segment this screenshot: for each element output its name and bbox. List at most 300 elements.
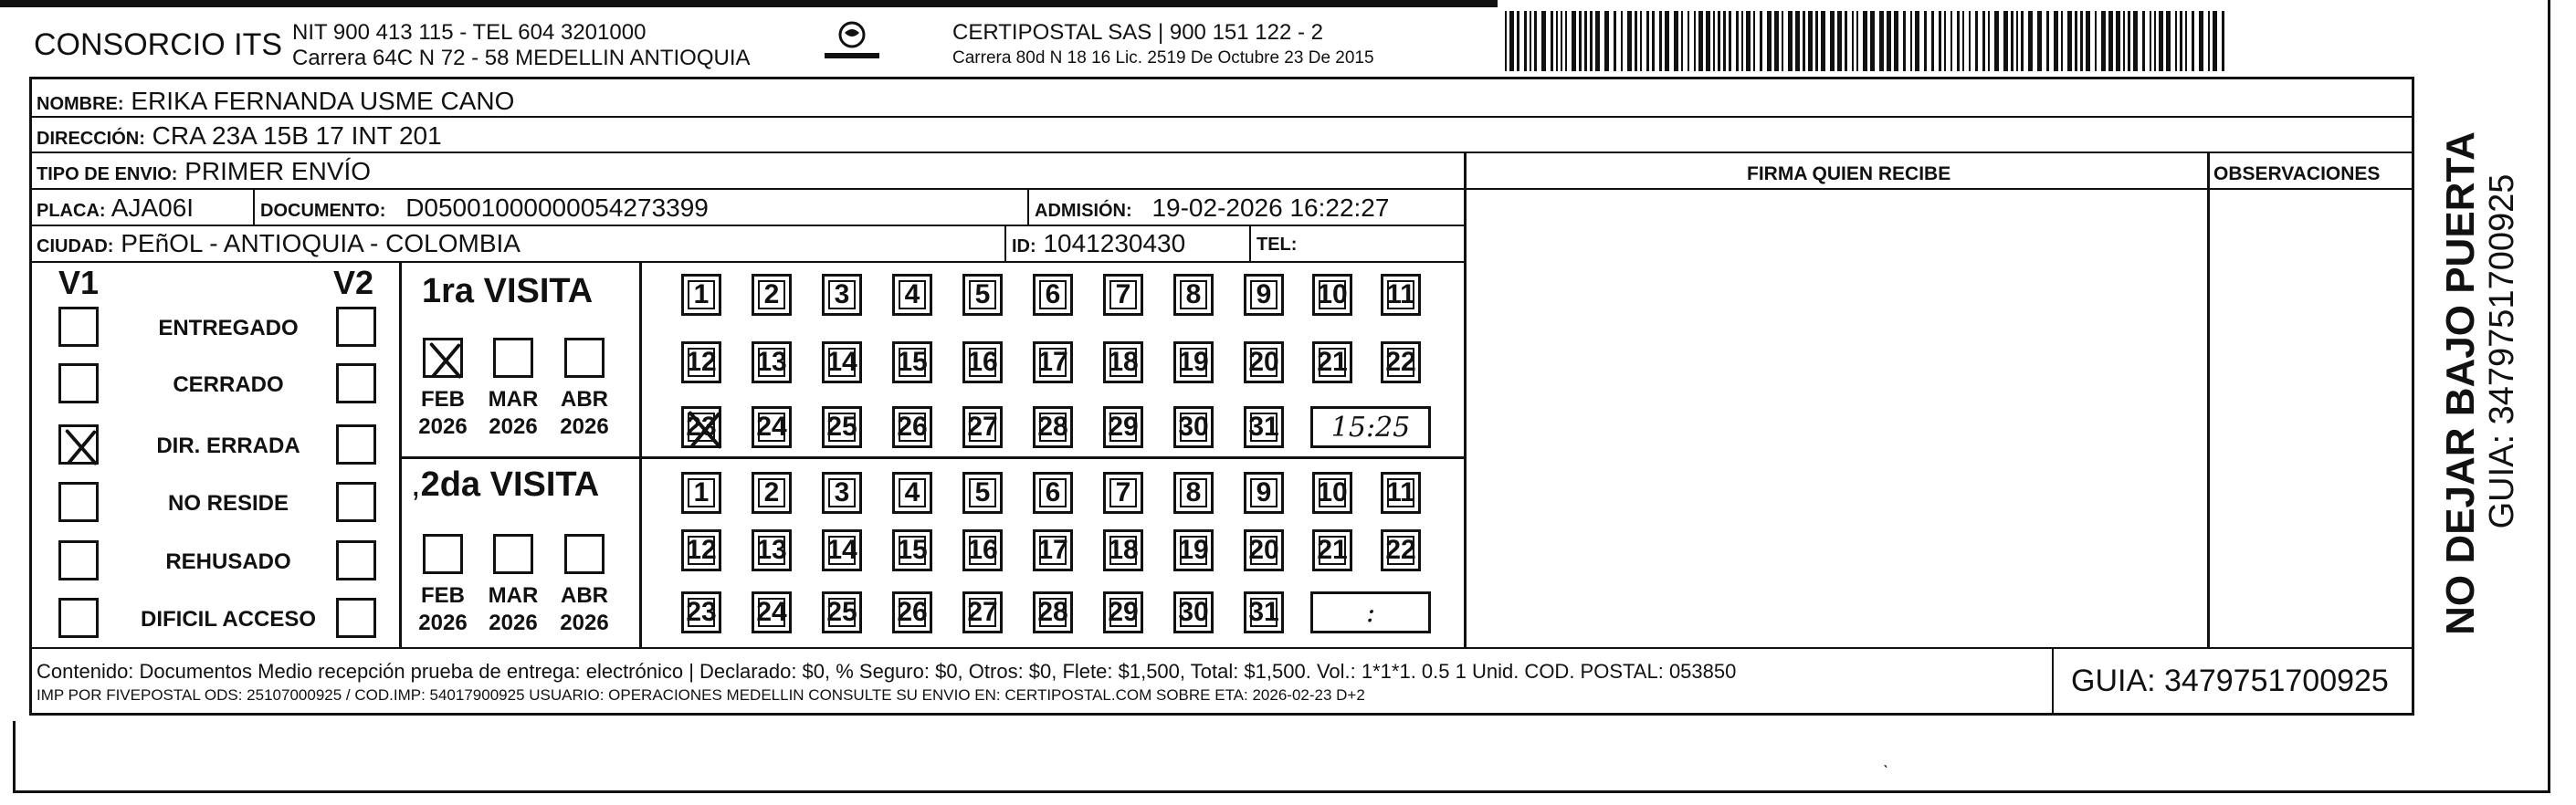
- v1-checkbox[interactable]: [58, 307, 99, 347]
- v1-checkbox[interactable]: [58, 424, 99, 465]
- barcode-bar: [2185, 11, 2187, 71]
- day-box[interactable]: [1244, 591, 1284, 633]
- day-box[interactable]: [1103, 341, 1143, 383]
- day-number: 21: [1317, 347, 1348, 377]
- barcode-bar: [1962, 11, 1964, 71]
- day-number: 26: [897, 597, 928, 627]
- day-number: 25: [826, 412, 857, 442]
- v1-checkbox[interactable]: [58, 598, 99, 638]
- id-value: 1041230430: [1043, 229, 1186, 257]
- day-box[interactable]: [1312, 341, 1352, 383]
- year-label: 2026: [560, 611, 609, 635]
- day-box[interactable]: [1244, 529, 1284, 571]
- footer-guia-separator: [2052, 647, 2054, 715]
- day-number: 10: [1317, 477, 1348, 507]
- barcode-bar: [1614, 11, 1616, 71]
- barcode-bar: [1782, 11, 1783, 71]
- v2-checkbox[interactable]: [336, 598, 376, 638]
- day-box[interactable]: [1173, 274, 1214, 316]
- day-box[interactable]: [1244, 274, 1284, 316]
- barcode-bar: [1944, 11, 1946, 71]
- day-number: 22: [1385, 347, 1416, 377]
- barcode-bar: [1723, 11, 1726, 71]
- day-number: 25: [826, 597, 857, 627]
- barcode-bar: [1746, 11, 1751, 71]
- barcode-bar: [1556, 11, 1558, 71]
- day-box[interactable]: [1244, 341, 1284, 383]
- placa-separator: [253, 190, 255, 225]
- day-box[interactable]: [752, 406, 792, 448]
- day-number: 24: [756, 412, 787, 442]
- barcode-bar: [2150, 11, 2151, 71]
- row-line-2: [29, 152, 2414, 153]
- footer-top-line: [29, 647, 2414, 649]
- barcode-bar: [1753, 11, 1755, 71]
- barcode-bar: [2199, 11, 2203, 71]
- day-box[interactable]: [962, 591, 1003, 633]
- month-checkbox[interactable]: [564, 338, 605, 378]
- carrier-line1: CERTIPOSTAL SAS | 900 151 122 - 2: [952, 20, 1323, 45]
- day-number: 23: [686, 597, 717, 627]
- barcode-bar: [1505, 11, 1507, 71]
- barcode-bar: [1915, 11, 1919, 71]
- status-option-label: ENTREGADO: [158, 316, 299, 340]
- day-box[interactable]: [892, 529, 932, 571]
- day-box[interactable]: [1381, 529, 1421, 571]
- day-number: 1: [693, 477, 710, 507]
- barcode-bar: [1551, 11, 1553, 71]
- day-number: 29: [1108, 412, 1139, 442]
- barcode-bar: [1988, 11, 1990, 71]
- day-number: 17: [1037, 535, 1068, 565]
- barcode-bar: [2222, 11, 2224, 71]
- barcode-bar: [2086, 11, 2090, 71]
- day-number: 21: [1317, 535, 1348, 565]
- barcode-bar: [2075, 11, 2077, 71]
- day-box[interactable]: [892, 406, 932, 448]
- day-box[interactable]: [822, 274, 862, 316]
- barcode-bar: [1590, 11, 1593, 71]
- day-number: 18: [1108, 347, 1139, 377]
- barcode-bar: [1627, 11, 1632, 71]
- sender-address: Carrera 64C N 72 - 58 MEDELLIN ANTIOQUIA: [292, 46, 751, 70]
- barcode-bar: [2133, 11, 2138, 71]
- day-number: 11: [1386, 477, 1415, 507]
- day-box[interactable]: [822, 591, 862, 633]
- day-box[interactable]: [1033, 472, 1073, 514]
- barcode-bar: [1579, 11, 1582, 71]
- barcode-bar: [1681, 11, 1683, 71]
- day-box[interactable]: [1173, 472, 1214, 514]
- barcode-bar: [1584, 11, 1587, 71]
- v2-checkbox[interactable]: [336, 482, 376, 522]
- barcode-bar: [1931, 11, 1934, 71]
- time-value: :: [1365, 596, 1376, 629]
- outer-bottom-margin-line: [13, 790, 2550, 793]
- time-box[interactable]: [1310, 591, 1431, 633]
- month-checkbox[interactable]: [564, 534, 605, 574]
- direccion-label: DIRECCIÓN:: [37, 129, 145, 149]
- v2-header: V2: [333, 264, 374, 301]
- visit2-title: ,2da VISITA: [411, 465, 600, 504]
- day-box[interactable]: [822, 406, 862, 448]
- barcode-bar: [1736, 11, 1739, 71]
- side-guia: GUIA: 3479751700925: [2483, 173, 2521, 529]
- month-label: MAR: [488, 583, 539, 608]
- day-number: 12: [686, 535, 717, 565]
- day-box[interactable]: [752, 341, 792, 383]
- day-box[interactable]: [1103, 472, 1143, 514]
- day-box[interactable]: [1103, 529, 1143, 571]
- barcode-bar: [1646, 11, 1649, 71]
- barcode-bar: [2166, 11, 2171, 71]
- barcode-bar: [1729, 11, 1731, 71]
- barcode-bar: [2108, 11, 2113, 71]
- barcode-bar: [1517, 11, 1519, 71]
- tipo-field: [37, 159, 371, 184]
- barcode-bar: [1665, 11, 1669, 71]
- barcode-bar: [1894, 11, 1898, 71]
- v2-checkbox[interactable]: [336, 540, 376, 580]
- barcode-bar: [1982, 11, 1985, 71]
- day-number: 28: [1037, 597, 1068, 627]
- day-number: 9: [1256, 477, 1272, 507]
- barcode-bar: [1524, 11, 1527, 71]
- id-label: ID:: [1012, 236, 1036, 256]
- ciudad-value: PEñOL - ANTIOQUIA - COLOMBIA: [121, 229, 520, 257]
- day-box[interactable]: [681, 406, 721, 448]
- barcode-bar: [1924, 11, 1927, 71]
- row-line-5: [29, 261, 1467, 263]
- day-box[interactable]: [1033, 529, 1073, 571]
- day-box[interactable]: [892, 341, 932, 383]
- day-box[interactable]: [1381, 341, 1421, 383]
- documento-value: D05001000000054273399: [405, 193, 709, 222]
- day-box[interactable]: [1244, 406, 1284, 448]
- row-line-3: [29, 188, 2414, 190]
- v2-checkbox[interactable]: [336, 363, 376, 403]
- barcode-bar: [1830, 11, 1835, 71]
- day-box[interactable]: [892, 591, 932, 633]
- day-number: 15: [897, 347, 928, 377]
- barcode-bar: [1652, 11, 1655, 71]
- barcode-bar: [1561, 11, 1562, 71]
- outer-right-margin-line: [2548, 0, 2550, 792]
- day-number: 19: [1178, 347, 1209, 377]
- barcode-bar: [1741, 11, 1743, 71]
- footer-guia: GUIA: 3479751700925: [2071, 664, 2389, 698]
- month-checkbox[interactable]: [423, 338, 463, 378]
- day-box[interactable]: [962, 472, 1003, 514]
- year-label: 2026: [489, 414, 538, 439]
- id-separator: [1004, 226, 1006, 261]
- no-dejar-warning: NO DEJAR BAJO PUERTA: [2438, 131, 2483, 635]
- day-box[interactable]: [1381, 472, 1421, 514]
- barcode-bar: [2046, 11, 2049, 71]
- admision-field: [1035, 195, 1389, 221]
- day-box[interactable]: [1033, 406, 1073, 448]
- day-number: 9: [1256, 279, 1272, 309]
- day-number: 2: [763, 279, 780, 309]
- barcode-bar: [1994, 11, 1999, 71]
- day-number: 31: [1248, 412, 1279, 442]
- barcode-bar: [1837, 11, 1842, 71]
- frame-right-line: [2412, 77, 2414, 716]
- id-field: [1012, 231, 1185, 256]
- day-box[interactable]: [1033, 341, 1073, 383]
- admision-label: ADMISIÓN:: [1035, 201, 1132, 221]
- placa-field: [37, 195, 194, 221]
- month-checkbox[interactable]: [423, 534, 463, 574]
- day-box[interactable]: [1173, 406, 1214, 448]
- sender-nit-tel: NIT 900 413 115 - TEL 604 3201000: [292, 20, 647, 45]
- day-box[interactable]: [1173, 341, 1214, 383]
- day-box[interactable]: [962, 341, 1003, 383]
- day-number: 31: [1248, 597, 1279, 627]
- status-option-label: DIR. ERRADA: [156, 434, 300, 458]
- ciudad-field: [37, 231, 520, 256]
- certipostal-logo-icon: [820, 20, 884, 66]
- time-box[interactable]: [1310, 406, 1431, 448]
- v1-checkbox[interactable]: [58, 540, 99, 580]
- day-box[interactable]: [1244, 472, 1284, 514]
- day-number: 2: [763, 477, 780, 507]
- year-label: 2026: [418, 414, 468, 439]
- day-number: 30: [1178, 412, 1209, 442]
- year-label: 2026: [418, 611, 468, 635]
- tipo-value: PRIMER ENVÍO: [184, 157, 372, 185]
- day-box[interactable]: [1103, 406, 1143, 448]
- barcode-bar: [1767, 11, 1772, 71]
- day-number: 4: [904, 477, 920, 507]
- year-label: 2026: [489, 611, 538, 635]
- day-box[interactable]: [1312, 472, 1352, 514]
- barcode-bar: [1903, 11, 1906, 71]
- day-number: 20: [1248, 535, 1279, 565]
- barcode-bar: [2003, 11, 2008, 71]
- day-number: 13: [756, 347, 787, 377]
- visit2-title-text: 2da VISITA: [420, 465, 600, 504]
- direccion-value: CRA 23A 15B 17 INT 201: [152, 121, 442, 150]
- barcode-bar: [1788, 11, 1793, 71]
- day-number: 8: [1185, 279, 1202, 309]
- day-number: 14: [826, 347, 857, 377]
- barcode-bar: [1530, 11, 1531, 71]
- day-number: 6: [1045, 477, 1061, 507]
- day-box[interactable]: [1312, 529, 1352, 571]
- status-right-border: [399, 261, 402, 647]
- barcode: [1505, 11, 2235, 71]
- day-box[interactable]: [681, 472, 721, 514]
- v1-checkbox[interactable]: [58, 482, 99, 522]
- month-label: MAR: [488, 387, 539, 412]
- day-number: 27: [967, 597, 998, 627]
- lower-left-margin-line: [13, 721, 16, 792]
- status-option-label: NO RESIDE: [167, 491, 289, 516]
- day-box[interactable]: [752, 591, 792, 633]
- month-checkbox[interactable]: [493, 534, 533, 574]
- tipo-label: TIPO DE ENVIO:: [37, 164, 178, 184]
- day-number: 23: [686, 412, 717, 442]
- barcode-bar: [2054, 11, 2058, 71]
- day-number: 5: [974, 279, 991, 309]
- tel-field: [1256, 235, 1297, 254]
- day-box[interactable]: [892, 472, 932, 514]
- documento-label: DOCUMENTO:: [260, 201, 386, 221]
- v2-checkbox[interactable]: [336, 307, 376, 347]
- barcode-bar: [1635, 11, 1637, 71]
- nombre-value: ERIKA FERNANDA USME CANO: [131, 87, 515, 115]
- admision-separator: [1027, 190, 1029, 225]
- observaciones-left-border: [2207, 152, 2210, 647]
- barcode-bar: [2011, 11, 2013, 71]
- barcode-bar: [1698, 11, 1703, 71]
- barcode-bar: [2180, 11, 2182, 71]
- day-box[interactable]: [681, 274, 721, 316]
- day-box[interactable]: [1173, 529, 1214, 571]
- day-number: 22: [1385, 535, 1416, 565]
- barcode-bar: [2123, 11, 2125, 71]
- day-number: 20: [1248, 347, 1279, 377]
- barcode-bar: [2154, 11, 2156, 71]
- barcode-bar: [2028, 11, 2033, 71]
- day-number: 3: [834, 477, 850, 507]
- frame-bottom-line: [29, 713, 2414, 716]
- barcode-bar: [2208, 11, 2210, 71]
- barcode-bar: [1509, 11, 1514, 71]
- barcode-bar: [2192, 11, 2194, 71]
- barcode-bar: [2128, 11, 2130, 71]
- certipostal-logo: [820, 20, 884, 66]
- barcode-bar: [1808, 11, 1813, 71]
- observaciones-header: OBSERVACIONES: [2213, 163, 2381, 184]
- v2-checkbox[interactable]: [336, 424, 376, 465]
- barcode-bar: [1572, 11, 1576, 71]
- footer-content-line: Contenido: Documentos Medio recepción prueba de entrega: electrónico | Declarado: $0, % Seguro: $0, Otros: $0, Flete: $1,500, Total: $1,500. Vol.: 1*1*1. 0.5 1 Unid. COD. POSTAL: 053850: [37, 660, 1737, 683]
- barcode-bar: [2016, 11, 2018, 71]
- day-box[interactable]: [892, 274, 932, 316]
- day-box[interactable]: [1381, 274, 1421, 316]
- barcode-bar: [1856, 11, 1858, 71]
- barcode-bar: [1821, 11, 1825, 71]
- day-box[interactable]: [822, 341, 862, 383]
- x-mark-icon: [426, 340, 466, 381]
- day-number: 14: [826, 535, 857, 565]
- barcode-bar: [1845, 11, 1847, 71]
- barcode-bar: [1674, 11, 1678, 71]
- day-box[interactable]: [681, 341, 721, 383]
- barcode-bar: [2142, 11, 2145, 71]
- day-box[interactable]: [1033, 274, 1073, 316]
- day-box[interactable]: [1033, 591, 1073, 633]
- day-box[interactable]: [962, 406, 1003, 448]
- v1-checkbox[interactable]: [58, 363, 99, 403]
- year-label: 2026: [560, 414, 609, 439]
- barcode-bar: [1957, 11, 1960, 71]
- day-box[interactable]: [1173, 591, 1214, 633]
- day-number: 19: [1178, 535, 1209, 565]
- day-box[interactable]: [681, 591, 721, 633]
- nombre-field: [37, 89, 514, 114]
- day-number: 16: [967, 347, 998, 377]
- carrier-line2: Carrera 80d N 18 16 Lic. 2519 De Octubre 23 De 2015: [952, 48, 1374, 68]
- tel-label: TEL:: [1256, 235, 1298, 255]
- barcode-bar: [1713, 11, 1715, 71]
- day-box[interactable]: [681, 529, 721, 571]
- barcode-bar: [2159, 11, 2163, 71]
- barcode-bar: [2067, 11, 2072, 71]
- barcode-bar: [1803, 11, 1805, 71]
- frame-top-line: [29, 77, 2414, 79]
- day-box[interactable]: [752, 472, 792, 514]
- barcode-bar: [1969, 11, 1971, 71]
- day-number: 4: [904, 279, 920, 309]
- footer-imp-line: IMP POR FIVEPOSTAL ODS: 25107000925 / COD.IMP: 54017900925 USUARIO: OPERACIONES MEDELLIN CONSULTE SU ENVIO EN: CERTIPOSTAL.COM SOBRE ETA: 2026-02-23 D+2: [37, 686, 1365, 704]
- day-number: 27: [967, 412, 998, 442]
- day-number: 17: [1037, 347, 1068, 377]
- day-box[interactable]: [1103, 274, 1143, 316]
- barcode-bar: [1760, 11, 1762, 71]
- day-box[interactable]: [1312, 274, 1352, 316]
- barcode-bar: [2175, 11, 2177, 71]
- day-number: 30: [1178, 597, 1209, 627]
- barcode-bar: [1534, 11, 1537, 71]
- status-option-label: DIFICIL ACCESO: [140, 607, 317, 632]
- barcode-bar: [1706, 11, 1710, 71]
- day-box[interactable]: [822, 472, 862, 514]
- day-box[interactable]: [752, 274, 792, 316]
- barcode-bar: [1950, 11, 1952, 71]
- row-line-1: [29, 116, 2414, 118]
- day-number: 29: [1108, 597, 1139, 627]
- barcode-bar: [1718, 11, 1720, 71]
- barcode-bar: [1595, 11, 1600, 71]
- barcode-bar: [2116, 11, 2120, 71]
- barcode-bar: [2037, 11, 2042, 71]
- day-number: 3: [834, 279, 850, 309]
- day-box[interactable]: [962, 274, 1003, 316]
- barcode-bar: [1879, 11, 1884, 71]
- day-number: 6: [1045, 279, 1061, 309]
- day-box[interactable]: [752, 529, 792, 571]
- placa-value: AJA06I: [110, 193, 195, 222]
- day-number: 13: [756, 535, 787, 565]
- barcode-bar: [1604, 11, 1609, 71]
- month-label: FEB: [421, 387, 465, 412]
- barcode-bar: [1939, 11, 1941, 71]
- tel-separator: [1249, 226, 1251, 261]
- barcode-bar: [2213, 11, 2217, 71]
- month-label: ABR: [561, 583, 608, 608]
- frame-left-line: [29, 77, 32, 716]
- day-number: 24: [756, 597, 787, 627]
- visit1-title: 1ra VISITA: [422, 272, 594, 310]
- day-number: 18: [1108, 535, 1139, 565]
- barcode-bar: [1870, 11, 1875, 71]
- time-value: 15:25: [1330, 411, 1411, 444]
- day-box[interactable]: [1103, 591, 1143, 633]
- barcode-bar: [1541, 11, 1546, 71]
- day-number: 8: [1185, 477, 1202, 507]
- day-box[interactable]: [962, 529, 1003, 571]
- placa-label: PLACA:: [37, 201, 106, 221]
- day-box[interactable]: [822, 529, 862, 571]
- month-checkbox[interactable]: [493, 338, 533, 378]
- day-number: 16: [967, 535, 998, 565]
- day-number: 26: [897, 412, 928, 442]
- barcode-bar: [1910, 11, 1912, 71]
- admision-value: 19-02-2026 16:22:27: [1151, 193, 1390, 222]
